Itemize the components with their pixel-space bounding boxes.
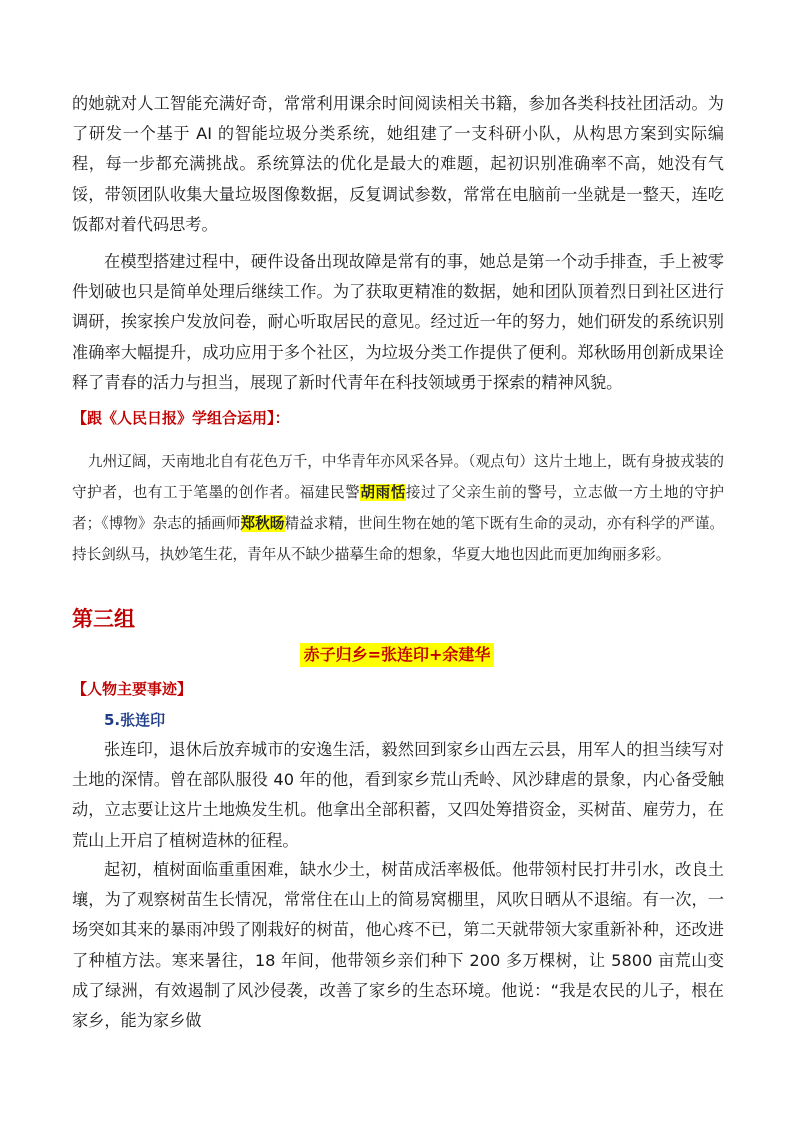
paragraph-tree-planting: 起初，植树面临重重困难，缺水少土，树苗成活率极低。他带领村民打井引水，改良土壤，为了观察树苗生长情况，常常住在山上的简易窝棚里，风吹日晒从不退缩。有一次，一场突如其来的暴雨冲毁了刚栽好的树苗，他心疼不已，第二天就带领大家重新补种，还改进了种植方法。寒来暑往，18 年间，他带领乡亲们种下 200 多万棵树，让 5800 亩荒山变成了绿洲，有效遏制了风沙侵袭，改善了家乡的生态环境。他说：“我是农民的儿子，根在家乡，能为家乡做 [72, 860, 724, 1031]
paragraph-zhang-lianyin-intro: 张连印，退休后放弃城市的安逸生活，毅然回到家乡山西左云县，用军人的担当续写对土地的深情。曾在部队服役 40 年的他，看到家乡荒山秃岭、风沙肆虐的景象，内心备受触动，立志要让这片土地焕发生机。他拿出全部积蓄，又四处筹措资金，买树苗、雇劳力，在荒山上开启了植树造林的征程。 [72, 740, 724, 850]
highlighted-name-hu-yutian: 胡雨恬 [360, 484, 406, 501]
people-daily-heading: 【跟《人民日报》学组合运用】： [72, 409, 290, 427]
paragraph-intro-continuation: 的她就对人工智能充满好奇，常常利用课余时间阅读相关书籍，参加各类科技社团活动。为了研发一个基于 AI 的智能垃圾分类系统，她组建了一支科研小队，从构思方案到实际编程，每一步都充满挑战。系统算法的优化是最大的难题，起初识别准确率不高，她没有气馁，带领团队收集大量垃圾图像数据，反复调试参数，常常在电脑前一坐就是一整天，连吃饭都对着代码思考。 [72, 94, 724, 234]
highlighted-name-zheng-qiuyang: 郑秋旸 [240, 515, 285, 532]
person-subheading: 5.张连印 [104, 711, 166, 729]
people-daily-excerpt [72, 446, 724, 570]
paragraph-research-effort: 在模型搭建过程中，硬件设备出现故障是常有的事，她总是第一个动手排查，手上被零件划破也只是简单处理后继续工作。为了获取更精准的数据，她和团队顶着烈日到社区进行调研，挨家挨户发放问卷，耐心听取居民的意见。经过近一年的努力，她们研发的系统识别准确率大幅提升，成功应用于多个社区，为垃圾分类工作提供了便利。郑秋旸用创新成果诠释了青春的活力与担当，展现了新时代青年在科技领域勇于探索的精神风貌。 [72, 252, 724, 392]
main-deeds-heading: 【人物主要事迹】 [72, 680, 193, 698]
theme-banner [0, 643, 794, 667]
excerpt-part-2: 接过了父亲生前的警号，立志做一方土地的守护者；《博物》杂志的插画师 [72, 484, 724, 532]
excerpt-part-1: 九州辽阔，天南地北自有花色万千，中华青年亦风采各异。（观点句）这片土地上，既有身披戎装的守护者，也有工于笔墨的创作者。福建民警 [72, 453, 724, 501]
excerpt-part-3: 精益求精，世间生物在她的笔下既有生命的灵动，亦有科学的严谨。持长剑纵马，执妙笔生花，青年从不缺少描摹生命的想象，华夏大地也因此而更加绚丽多彩。 [72, 515, 724, 563]
group-title: 第三组 [72, 607, 135, 631]
theme-label: 赤子归乡=张连印+余建华 [300, 643, 495, 667]
